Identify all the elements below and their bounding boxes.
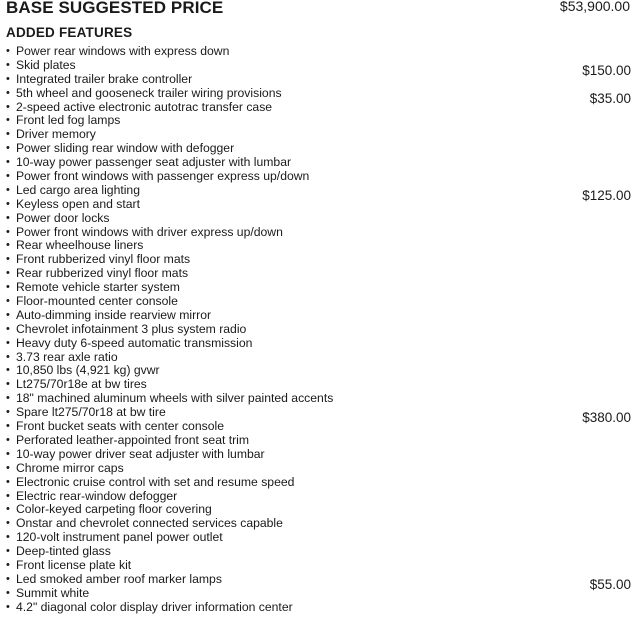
feature-name: Electronic cruise control with set and resume speed (16, 474, 295, 489)
bullet-icon: • (6, 114, 10, 127)
feature-item (0, 44, 633, 58)
feature-item (0, 558, 633, 572)
feature-price: $380.00 (582, 410, 631, 426)
feature-item (0, 182, 633, 203)
bullet-icon: • (6, 420, 10, 433)
feature-name: Keyless open and start (16, 196, 140, 211)
feature-price: $125.00 (582, 187, 631, 203)
bullet-icon: • (6, 128, 10, 141)
feature-item (0, 600, 633, 614)
feature-item (0, 336, 633, 350)
feature-name: Auto-dimming inside rearview mirror (16, 307, 212, 322)
bullet-icon: • (6, 503, 10, 516)
feature-item (0, 280, 633, 294)
bullet-icon: • (6, 600, 10, 613)
bullet-icon: • (6, 433, 10, 446)
feature-item (0, 225, 633, 239)
bullet-icon: • (6, 239, 10, 252)
bullet-icon: • (6, 58, 10, 71)
feature-name: Electric rear-window defogger (16, 488, 178, 503)
feature-name: 10-way power passenger seat adjuster with lumbar (16, 155, 292, 170)
feature-item (0, 211, 633, 225)
bullet-icon: • (6, 197, 10, 210)
feature-name: 120-volt instrument panel power outlet (16, 530, 223, 545)
feature-item (0, 72, 633, 86)
feature-item (0, 544, 633, 558)
feature-list (0, 44, 633, 614)
feature-name: Deep-tinted glass (16, 544, 111, 559)
feature-name: Led cargo area lighting (16, 182, 140, 197)
feature-name: Power sliding rear window with defogger (16, 141, 235, 156)
feature-name: Chevrolet infotainment 3 plus system radio (16, 321, 247, 336)
feature-name: Onstar and chevrolet connected services capable (16, 516, 283, 531)
feature-item (0, 419, 633, 433)
bullet-icon: • (6, 350, 10, 363)
bullet-icon: • (6, 156, 10, 169)
feature-name: Rear wheelhouse liners (16, 238, 144, 253)
feature-item (0, 586, 633, 600)
bullet-icon: • (6, 517, 10, 530)
bullet-icon: • (6, 406, 10, 419)
feature-name: 4.2" diagonal color display driver information center (16, 599, 293, 614)
bullet-icon: • (6, 572, 10, 585)
bullet-icon: • (6, 475, 10, 488)
feature-name: Skid plates (16, 57, 76, 72)
feature-item (0, 530, 633, 544)
base-price-label: BASE SUGGESTED PRICE (6, 0, 224, 17)
bullet-icon: • (6, 142, 10, 155)
bullet-icon: • (6, 267, 10, 280)
bullet-icon: • (6, 531, 10, 544)
bullet-icon: • (6, 447, 10, 460)
feature-item (0, 100, 633, 114)
feature-item (0, 571, 633, 592)
bullet-icon: • (6, 378, 10, 391)
feature-name: Front bucket seats with center console (16, 419, 224, 434)
bullet-icon: • (6, 253, 10, 266)
bullet-icon: • (6, 295, 10, 308)
feature-name: Rear rubberized vinyl floor mats (16, 266, 189, 281)
feature-item (0, 350, 633, 364)
feature-item (0, 294, 633, 308)
feature-item (0, 197, 633, 211)
feature-item (0, 308, 633, 322)
feature-name: Power rear windows with express down (16, 44, 230, 58)
feature-name: 2-speed active electronic autotrac transfer case (16, 99, 273, 114)
bullet-icon: • (6, 308, 10, 321)
feature-name: Front rubberized vinyl floor mats (16, 252, 191, 267)
feature-item (0, 377, 633, 391)
bullet-icon: • (6, 45, 10, 57)
base-price-value: $53,900.00 (559, 0, 630, 14)
bullet-icon: • (6, 364, 10, 377)
feature-item (0, 141, 633, 155)
bullet-icon: • (6, 545, 10, 558)
feature-item (0, 252, 633, 266)
feature-name: Floor-mounted center console (16, 294, 178, 309)
added-features-heading: ADDED FEATURES (6, 25, 133, 40)
feature-name: Led smoked amber roof marker lamps (16, 571, 222, 586)
feature-item (0, 322, 633, 336)
feature-name: 5th wheel and gooseneck trailer wiring provisions (16, 85, 282, 100)
feature-item (0, 113, 633, 127)
feature-item (0, 127, 633, 141)
bullet-icon: • (6, 336, 10, 349)
feature-name: Color-keyed carpeting floor covering (16, 502, 212, 517)
bullet-icon: • (6, 183, 10, 196)
feature-item (0, 489, 633, 503)
feature-name: Integrated trailer brake controller (16, 71, 193, 86)
feature-name: Power front windows with driver express up/down (16, 224, 283, 239)
bullet-icon: • (6, 100, 10, 113)
base-price-row (4, 0, 633, 22)
feature-name: 10,850 lbs (4,921 kg) gvwr (16, 363, 160, 378)
feature-item (0, 433, 633, 447)
feature-item (0, 169, 633, 183)
feature-item (0, 461, 633, 475)
feature-name: Driver memory (16, 127, 96, 142)
bullet-icon: • (6, 461, 10, 474)
feature-name: 10-way power driver seat adjuster with lumbar (16, 446, 265, 461)
feature-item (0, 155, 633, 169)
feature-name: Summit white (16, 585, 90, 600)
bullet-icon: • (6, 211, 10, 224)
feature-name: Perforated leather-appointed front seat trim (16, 432, 250, 447)
bullet-icon: • (6, 558, 10, 571)
feature-price: $150.00 (582, 62, 631, 78)
feature-item (0, 447, 633, 461)
bullet-icon: • (6, 489, 10, 502)
feature-name: Front license plate kit (16, 557, 132, 572)
feature-item (0, 405, 633, 426)
feature-name: Front led fog lamps (16, 113, 121, 128)
feature-item (0, 363, 633, 377)
feature-item (0, 266, 633, 280)
feature-name: Power front windows with passenger express up/down (16, 169, 310, 184)
feature-price: $35.00 (589, 90, 631, 106)
feature-item (0, 238, 633, 252)
feature-name: Heavy duty 6-speed automatic transmission (16, 335, 253, 350)
bullet-icon: • (6, 281, 10, 294)
bullet-icon: • (6, 170, 10, 183)
feature-name: Remote vehicle starter system (16, 280, 180, 295)
feature-name: 3.73 rear axle ratio (16, 349, 118, 364)
feature-name: Spare lt275/70r18 at bw tire (16, 405, 166, 420)
feature-item (0, 85, 633, 106)
feature-name: Power door locks (16, 210, 110, 225)
feature-item (0, 391, 633, 405)
bullet-icon: • (6, 392, 10, 405)
bullet-icon: • (6, 72, 10, 85)
bullet-icon: • (6, 322, 10, 335)
feature-price: $55.00 (589, 576, 631, 592)
feature-name: Lt275/70r18e at bw tires (16, 377, 147, 392)
feature-name: 18" machined aluminum wheels with silver painted accents (16, 391, 334, 406)
bullet-icon: • (6, 586, 10, 599)
feature-item (0, 502, 633, 516)
feature-item (0, 475, 633, 489)
bullet-icon: • (6, 225, 10, 238)
feature-item (0, 516, 633, 530)
bullet-icon: • (6, 86, 10, 99)
feature-item (0, 57, 633, 78)
feature-name: Chrome mirror caps (16, 460, 124, 475)
